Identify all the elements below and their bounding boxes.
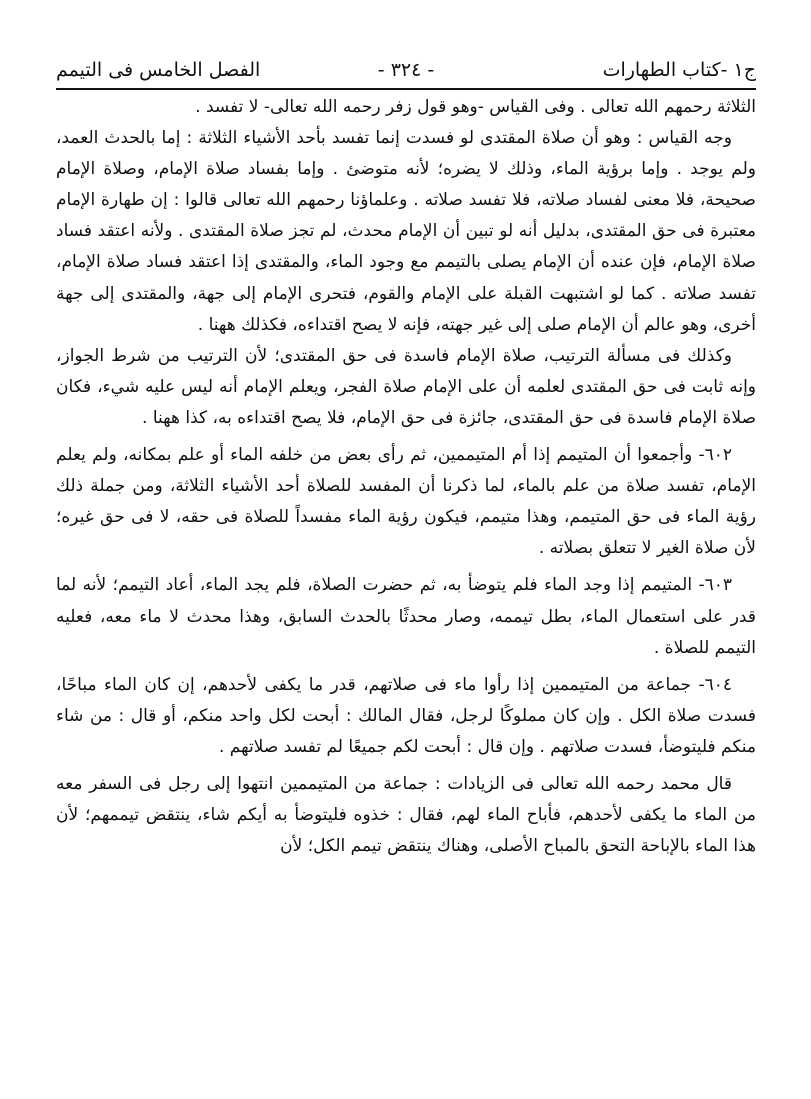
page-body bbox=[56, 92, 756, 862]
paragraph-analogy: وجه القياس : وهو أن صلاة المقتدى لو فسدت إنما تفسد بأحد الأشياء الثلاثة : إما بالحدث العمد، ولم يوجد . وإما برؤية الماء، وذلك لا يضره؛ لأنه متوضئ . وإما بفساد صلاة الإمام، وصلاة الإمام صحيحة، فلا معنى لفساد صلاته، فلا تفسد صلاته . وعلماؤنا رحمهم الله تعالى قالوا : إن طهارة الإمام معتبرة فى حق المقتدى، بدليل أنه لو تبين أن الإمام محدث، لم تجز صلاة المقتدى . ولأنه اعتقد فساد صلاة الإمام، فإن عنده أن الإمام يصلى بالتيمم مع وجود الماء، والمقتدى إذا اعتقد فساد صلاة الإمام، تفسد صلاته . كما لو اشتبهت القبلة على الإمام والقوم، فتحرى الإمام إلى جهة، والمقتدى إلى جهة أخرى، وهو عالم أن الإمام صلى إلى غير جهته، فإنه لا يصح اقتداءه، فكذلك ههنا . bbox=[56, 128, 756, 335]
header-chapter-title: الفصل الخامس فى التيمم bbox=[56, 59, 261, 81]
paragraph-continuation: الثلاثة رحمهم الله تعالى . وفى القياس -وهو قول زفر رحمه الله تعالى- لا تفسد . bbox=[195, 97, 756, 117]
paragraph-order: وكذلك فى مسألة الترتيب، صلاة الإمام فاسدة فى حق المقتدى؛ لأن الترتيب من شرط الجواز، وإنه ثابت فى حق المقتدى لعلمه أن على الإمام صلاة الفجر، ويعلم الإمام أنه ليس عليه شيء، فكان صلاة الإمام فاسدة فى حق المقتدى، جائزة فى حق الإمام، فلا يصح اقتداءه به، كذا ههنا . bbox=[56, 345, 756, 428]
paragraph-602: ٦٠٢- وأجمعوا أن المتيمم إذا أم المتيممين، ثم رأى بعض من خلفه الماء أو علم بمكانه، ولم يعلم الإمام، تفسد صلاة من علم بالماء، لما ذكرنا أن المفسد للصلاة أحد الأشياء الثلاثة، ومن جملة ذلك رؤية الماء فى حق المتيمم، وهذا متيمم، فيكون رؤية الماء مفسداً للصلاة فى حقه، لا فى حق غيره؛ لأن صلاة الغير لا تتعلق بصلاته . bbox=[56, 445, 756, 559]
header-book-title: ج١ -كتاب الطهارات bbox=[602, 59, 756, 81]
header-divider bbox=[56, 88, 756, 90]
paragraph-ziyadat: قال محمد رحمه الله تعالى فى الزيادات : جماعة من المتيممين انتهوا إلى رجل فى السفر معه من الماء ما يكفى لأحدهم، فأباح الماء لهم، فقال : خذوه فليتوضأ به أيكم شاء، ينتقض تيممهم؛ لأن هذا الماء بالإباحة التحق بالمباح الأصلى، وهناك ينتقض تيمم الكل؛ لأن bbox=[56, 773, 756, 857]
paragraph-604: ٦٠٤- جماعة من المتيممين إذا رأوا ماء فى صلاتهم، قدر ما يكفى لأحدهم، إن كان الماء مباحًا، فسدت صلاة الكل . وإن كان مملوكًا لرجل، فقال المالك : أبحت لكل واحد منكم، أو قال : من شاء منكم فليتوضأ، فسدت صلاتهم . وإن قال : أبحت لكم جميعًا لم تفسد صلاتهم . bbox=[56, 674, 756, 757]
running-header bbox=[56, 52, 756, 88]
page-number: - ٣٢٤ - bbox=[377, 59, 435, 81]
paragraph-603: ٦٠٣- المتيمم إذا وجد الماء فلم يتوضأ به، ثم حضرت الصلاة، فلم يجد الماء، أعاد التيمم؛ لأنه لما قدر على استعمال الماء، بطل تيممه، وصار محدثًا بالحدث السابق، وهذا محدث لا ماء معه، فعليه التيمم للصلاة . bbox=[56, 575, 756, 658]
